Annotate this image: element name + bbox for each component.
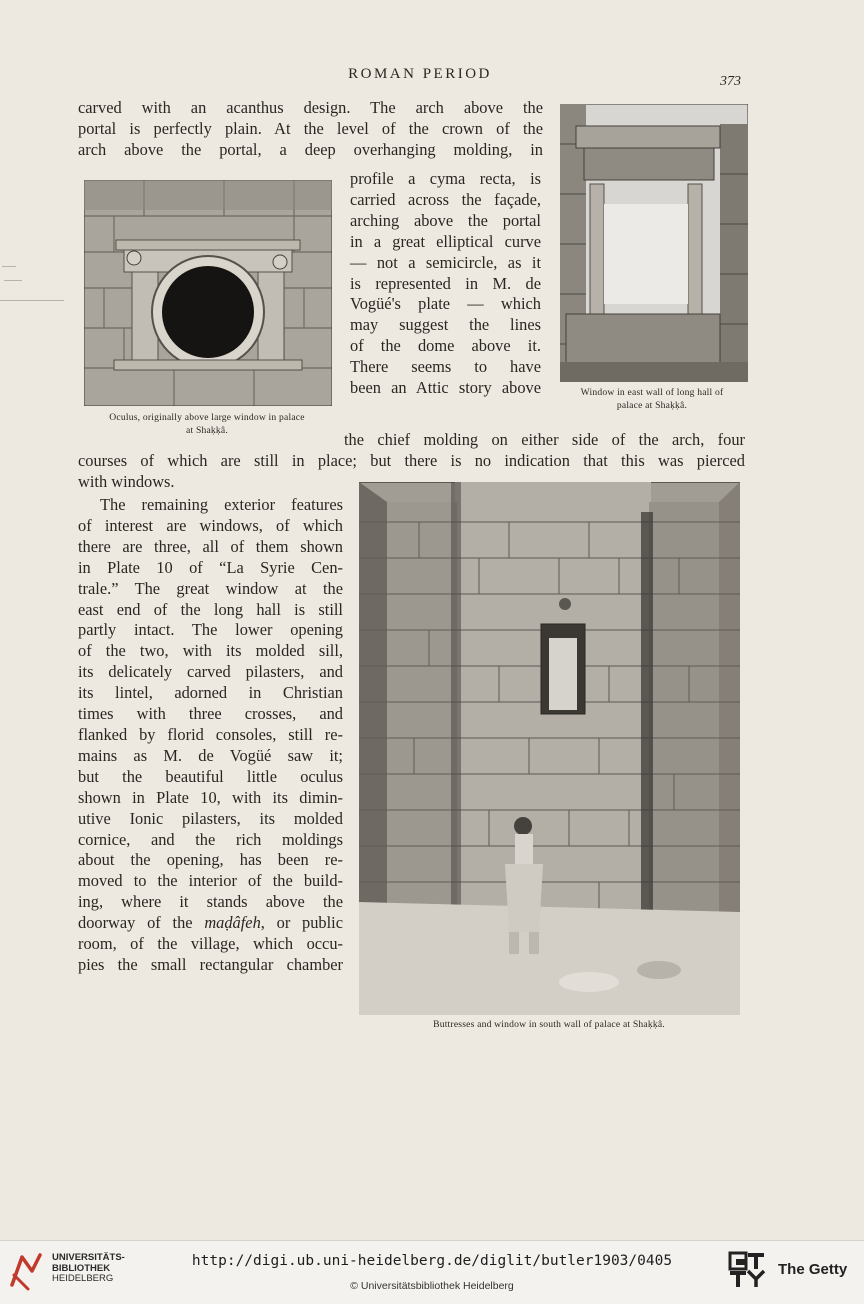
- footer-bar: [0, 1240, 864, 1304]
- getty-logo-icon[interactable]: [728, 1251, 766, 1289]
- text-line: cornice, and the rich moldings: [78, 829, 343, 849]
- text-line: its lintel, adorned in Christian: [78, 683, 343, 703]
- buttresses-caption: Buttresses and window in south wall of palace at Shaḳḳâ.: [433, 1019, 665, 1030]
- text-line: trale.” The great window at the: [78, 578, 343, 598]
- text-line: of the two, with its molded sill,: [78, 641, 343, 661]
- text-line: There seems to have: [350, 357, 541, 377]
- text-line: may suggest the lines: [350, 315, 541, 335]
- paragraph-wrap: [350, 169, 541, 399]
- text-line: courses of which are still in place; but there is no indication that this was pierced: [78, 451, 745, 470]
- text-line: arching above the portal: [350, 210, 541, 230]
- text-line: carved with an acanthus design. The arch above the: [78, 98, 543, 117]
- window-east-photo: [560, 104, 748, 382]
- text-line: with windows.: [78, 471, 175, 491]
- oculus-photo: [84, 180, 332, 406]
- permalink-url[interactable]: http://digi.ub.uni-heidelberg.de/diglit/butler1903/0405: [191, 1253, 673, 1269]
- paragraph-top: [78, 98, 543, 161]
- window-east-caption: Window in east wall of long hall of palace at Shaḳḳâ.: [580, 387, 724, 411]
- oculus-caption: Oculus, originally above large window in palace at Shaḳḳâ.: [109, 412, 305, 436]
- text-line: times with three crosses, and: [78, 704, 343, 724]
- text-line: east end of the long hall is still: [78, 599, 343, 619]
- text-line: there are three, all of them shown: [78, 536, 343, 556]
- text-line: moved to the interior of the build-: [78, 871, 343, 891]
- text-line: utive Ionic pilasters, its molded: [78, 808, 343, 828]
- text-line: its delicately carved pilasters, and: [78, 662, 343, 682]
- partner-name[interactable]: The Getty: [778, 1261, 848, 1278]
- text-line: room, of the village, which occu-: [78, 934, 343, 954]
- paragraph-windows: [78, 495, 343, 976]
- text-line: portal is perfectly plain. At the level of the crown of the: [78, 118, 543, 138]
- text-line: of interest are windows, of which: [78, 515, 343, 535]
- text-line: is represented in M. de: [350, 273, 541, 293]
- text-line: about the opening, has been re-: [78, 850, 343, 870]
- text-line: profile a cyma recta, is: [350, 169, 541, 188]
- text-line: — not a semicircle, as it: [350, 252, 541, 272]
- text-line: in a great elliptical curve: [350, 231, 541, 251]
- text-line: The remaining exterior features: [100, 495, 343, 514]
- text-line: flanked by florid consoles, still re-: [78, 724, 343, 744]
- text-line: in Plate 10 of “La Syrie Cen-: [78, 557, 343, 577]
- text-line: mains as M. de Vogüé saw it;: [78, 745, 343, 765]
- text-line: partly intact. The lower opening: [78, 620, 343, 640]
- page-number: 373: [720, 74, 741, 89]
- running-head: ROMAN PERIOD: [348, 66, 492, 82]
- text-line: the chief molding on either side of the arch, four: [344, 430, 745, 449]
- text-line: been an Attic story above: [350, 378, 541, 398]
- text-line: carried across the façade,: [350, 189, 541, 209]
- margin-marks: [0, 262, 64, 312]
- copyright-notice: © Universitätsbibliothek Heidelberg: [350, 1280, 514, 1292]
- text-line: but the beautiful little oculus: [78, 766, 343, 786]
- library-name[interactable]: UNIVERSITÄTS- BIBLIOTHEK HEIDELBERG: [52, 1252, 125, 1284]
- text-line: pies the small rectangular chamber: [78, 954, 343, 974]
- text-line: ing, where it stands above the: [78, 892, 343, 912]
- text-line: doorway of the maḍâfeh, or public: [78, 913, 343, 933]
- text-line: shown in Plate 10, with its dimin-: [78, 787, 343, 807]
- term-madafeh: maḍâfeh: [204, 913, 261, 933]
- buttresses-photo: [359, 482, 740, 1015]
- text-line: arch above the portal, a deep overhanging molding, in: [78, 139, 543, 159]
- text-line: of the dome above it.: [350, 336, 541, 356]
- text-line: Vogüé's plate — which: [350, 294, 541, 314]
